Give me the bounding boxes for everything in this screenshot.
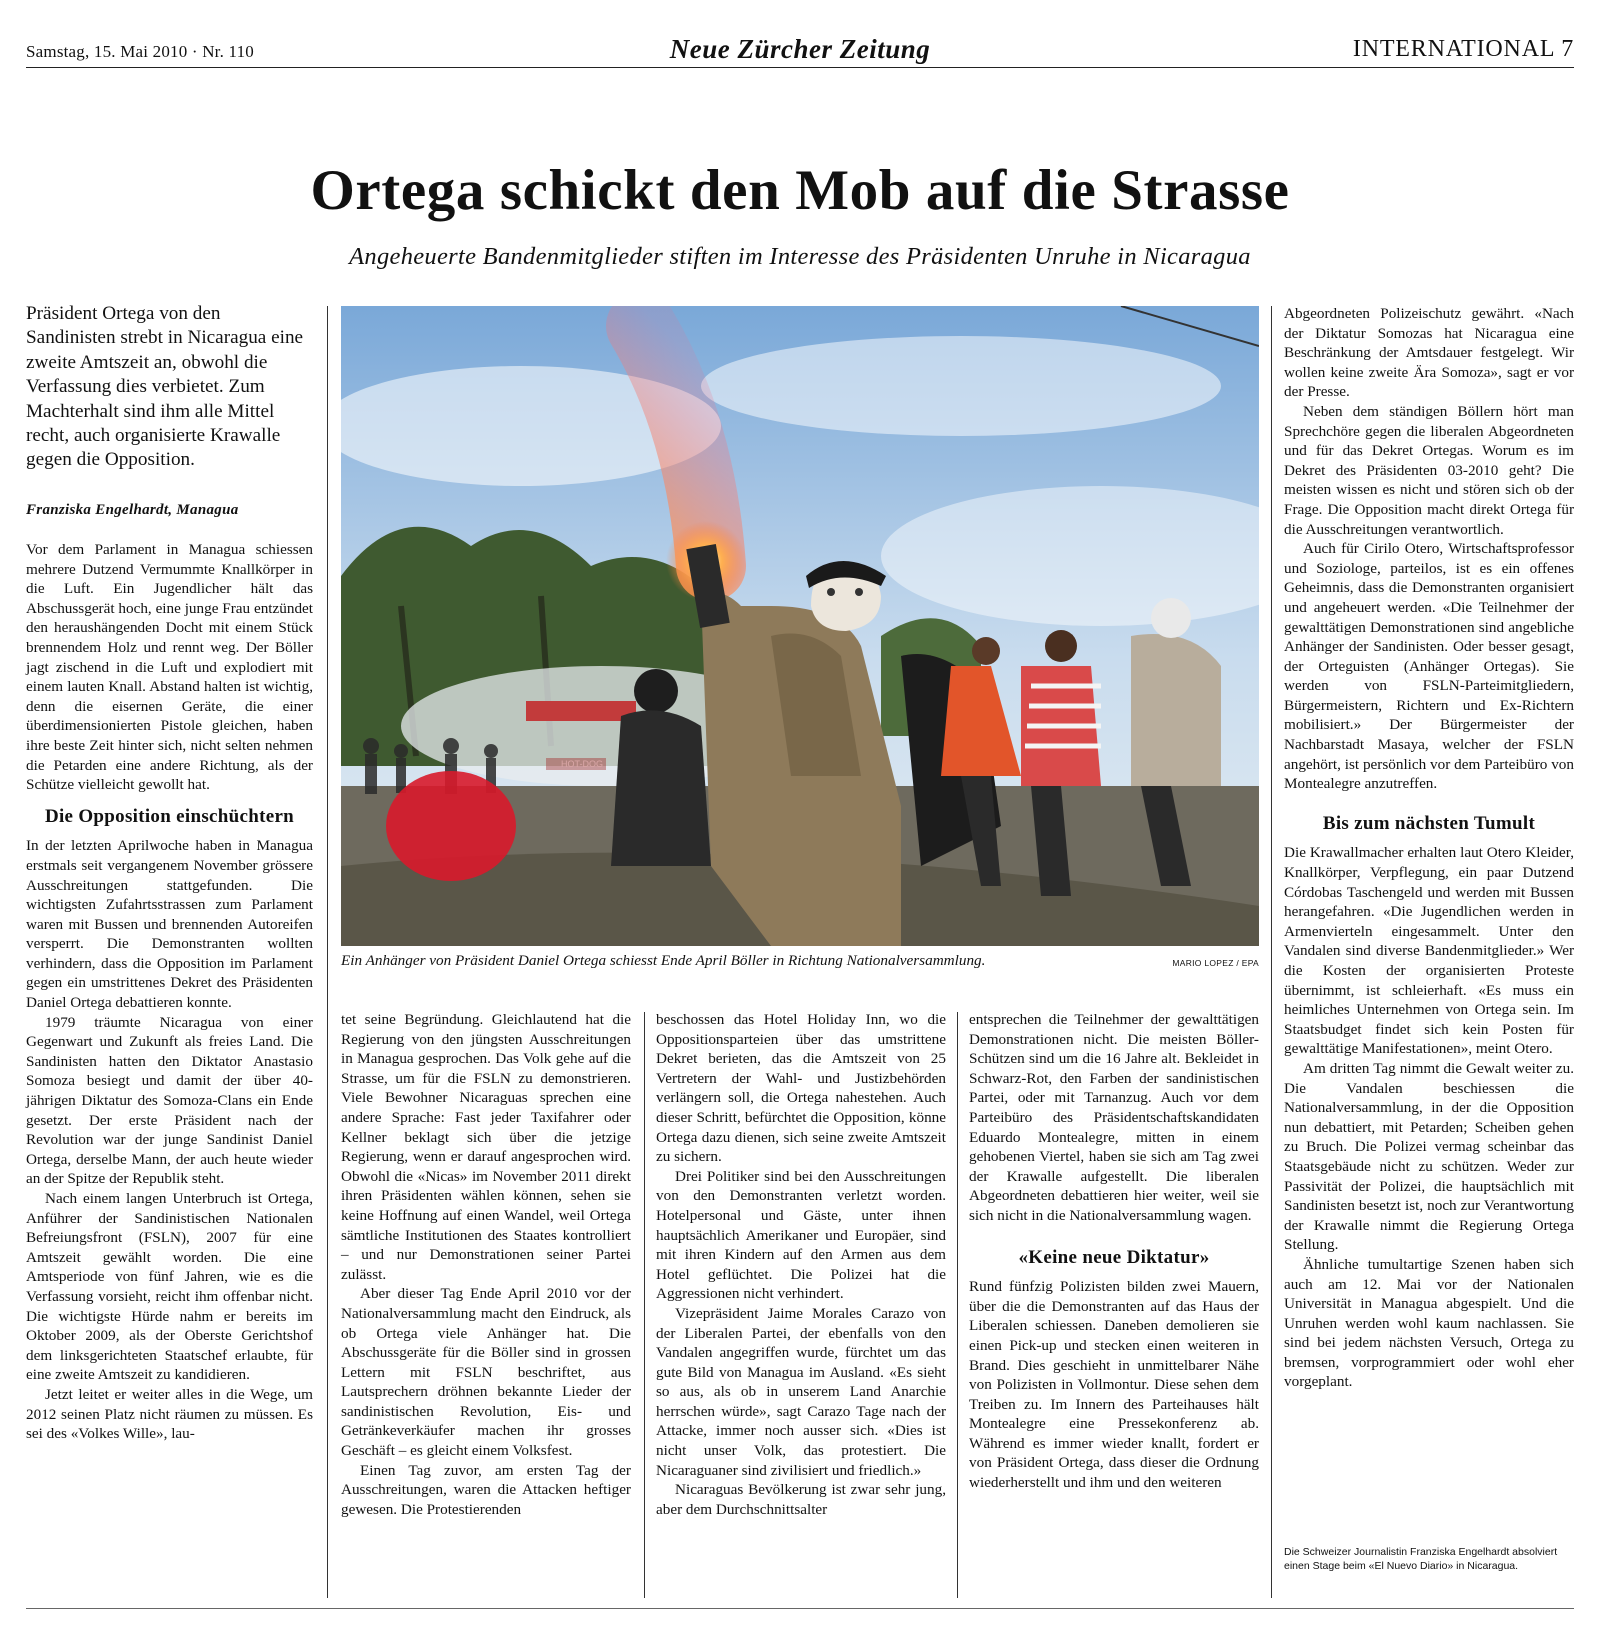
text-column-3: [656, 1010, 946, 1519]
paragraph: Abgeordneten Polizeischutz gewährt. «Nach der Diktatur Somozas hat Nicaragua eine Beschränkung der Amtsdauer festgelegt. Wir wollen keine zweite Ära Somoza», sagt er vor der Presse.: [1284, 305, 1574, 401]
paragraph: Rund fünfzig Polizisten bilden zwei Mauern, über die die Demonstranten auf das Haus der Liberalen schiessen. Daneben demolieren sie einen Pick-up und stecken einen weiteren in Brand. Dies geschieht in unmittelbarer Nähe von Polizisten in Vollmontur. Diese sehen dem Treiben zu. Im Innern des Parteihauses hält Montealegre eine Pressekonferenz ab. Während es immer wieder knallt, fordert er von Präsident Ortega, dass dieser die Ordnung wiederherstellt und ihm und den weiteren: [969, 1278, 1259, 1492]
masthead: [26, 30, 1574, 68]
photo-sign-text: HOT-DOG: [561, 759, 603, 769]
article-subtitle: Angeheuerte Bandenmitglieder stiften im Interesse des Präsidenten Unruhe in Nicaragua: [349, 243, 1251, 270]
paragraph: entsprechen die Teilnehmer der gewalttätigen Demonstrationen nicht. Die meisten Böller-Schützen sind um die 16 Jahre alt. Bekleidet in Schwarz-Rot, den Farben der sandinistischen Partei, oder mit Tarnanzug. Auch vor dem Parteibüro des Präsidentschaftskandidaten Eduardo Montealegre, mitten in einem gehobenen Viertel, haben sie sich am Tag zwei der Krawalle aufgestellt. Die liberalen Abgeordneten debattieren hier weiter, weil sie sich nicht in die Nationalversammlung wagen.: [969, 1011, 1259, 1224]
paragraph: Ähnliche tumultartige Szenen haben sich auch am 12. Mai vor der Nationalen Universität in Managua abgespielt. Und die Unruhen werden wohl kaum nachlassen. Sie sind bei jedem nächsten Versuch, Ortega zu bremsen, vorprogrammiert oder wohl eher vorgeplant.: [1284, 1255, 1574, 1391]
subheading: «Keine neue Diktatur»: [1018, 1246, 1210, 1268]
author-note: Die Schweizer Journalistin Franziska Engelhardt absolviert einen Stage beim «El Nuevo Diario» in Nicaragua.: [1284, 1546, 1558, 1572]
paragraph: Auch für Cirilo Otero, Wirtschaftsprofessor und Soziologe, parteilos, ist es ein offenes Geheimnis, dass die Demonstranten organisiert und angeheuert werden. «Die Teilnehmer der gewalttätigen Demonstrationen sind angebliche Anhänger der Sandinisten. Oder besser gesagt, der Orteguisten (Anhänger Ortegas). Sie werden von FSLN-Parteimitgliedern, Bürgermeistern, Richtern und Ex-Richtern mobilisiert.» Der Bürgermeister der Nachbarstadt Masaya, welcher der FSLN angehört, ist persönlich vor dem Parteibüro von Montealegre anzutreffen.: [1284, 540, 1574, 793]
photo-caption: Ein Anhänger von Präsident Daniel Ortega schiesst Ende April Böller in Richtung Nationalversammlung.: [341, 952, 986, 969]
column-rule: [957, 1012, 958, 1598]
paragraph: Am dritten Tag nimmt die Gewalt weiter zu. Die Vandalen beschiessen die Nationalversammlung, in der die Opposition nun debattiert, mit Petarden; Scheiben gehen zu Bruch. Die Polizei vermag scheinbar das Staatsgebäude nicht zu schützen. Weder zur Passivität der Polizei, die hauptsächlich mit Sandinisten besetzt ist, noch zur Verantwortung der Krawalle nimmt die Regierung Ortega Stellung.: [1284, 1059, 1574, 1254]
bottom-rule: [26, 1608, 1574, 1609]
paragraph: tet seine Begründung. Gleichlautend hat die Regierung von den jüngsten Ausschreitungen in Managua gesprochen. Das Volk gehe auf die Strasse, um für die FSLN zu demonstrieren. Viele Bewohner Nicaraguas sprechen eine andere Sprache: Fast jeder Taxifahrer oder Kellner beklagt sich über die jetzige Regierung, wenn er darauf angesprochen wird. Obwohl die «Nicas» im November 2011 direkt ihren Präsidenten wählen können, sehen sie keine Hoffnung auf einen Wandel, weil Ortega sämtliche Institutionen des Staates kontrolliert – und nur Demonstrationen seiner Partei zulässt.: [341, 1011, 631, 1283]
paragraph: beschossen das Hotel Holiday Inn, wo die Oppositionsparteien über das umstrittene Dekret berieten, das die Amtszeit von 25 Vertretern der Wahl- und Justizbehörden verlängern soll, die Ortega nahestehen. Auch dieser Schritt, befürchtet die Opposition, könne Ortega dazu dienen, sich seine zweite Amtszeit zu sichern.: [656, 1011, 946, 1166]
article-lead: Präsident Ortega von den Sandinisten strebt in Nicaragua eine zweite Amtszeit an, obwohl die Verfassung dies verbietet. Zum Machterhalt sind ihm alle Mittel recht, auch organisierte Krawalle gegen die Opposition.: [26, 303, 304, 471]
paragraph: In der letzten Aprilwoche haben in Managua erstmals seit vergangenem November grössere Ausschreitungen stattgefunden. Die wichtigsten Zufahrtsstrassen zum Parlament waren mit Bussen und brennenden Autoreifen versperrt. Die Demonstranten wollten verhindern, dass die Opposition im Parlament gegen ein umstrittenes Dekret des Präsidenten Daniel Ortega debattieren konnte.: [26, 837, 313, 1012]
paragraph: Nach einem langen Unterbruch ist Ortega, Anführer der Sandinistischen Nationalen Befreiungsfront (FSLN), 2007 für eine Amtszeit gewählt worden. Die eine Amtsperiode von fünf Jahren, wie es die Verfassung vorsieht, reicht ihm offenbar nicht. Die wichtigste Hürde nahm er bereits im Oktober 2009, als der Oberste Gerichtshof dem linksgerichteten Staatschef erlaubte, für eine zweite Amtszeit zu kandidieren.: [26, 1190, 313, 1384]
paragraph: Aber dieser Tag Ende April 2010 vor der Nationalversammlung macht den Eindruck, als ob Ortega viele Anhänger hat. Die Abschussgeräte für die Böller sind in grossen Lettern mit FSLN beschriftet, aus Lautsprechern dröhnen bekannte Lieder der sandinistischen Revolution, Eis- und Getränkeverkäufer machen ihr grosses Geschäft – es gleicht einem Volksfest.: [341, 1285, 631, 1460]
column-rule: [644, 1012, 645, 1598]
article-title: Ortega schickt den Mob auf die Strasse: [310, 159, 1290, 222]
text-column-4: [969, 1010, 1259, 1493]
column-rule: [1271, 306, 1272, 1598]
paragraph: Vizepräsident Jaime Morales Carazo von der Liberalen Partei, der ebenfalls von den Vandalen angegriffen wurde, fürchtet um das gute Bild von Managua im Ausland. «Es sieht so aus, als ob in unserem Land Anarchie herrschen würde», sagt Carazo Tage nach der Attacke, immer noch ausser sich. «Dies ist nicht unser Volk, das protestiert. Die Nicaraguaner sind zivilisiert und friedlich.»: [656, 1304, 946, 1479]
photo-illustration: [341, 306, 1259, 946]
paragraph: Vor dem Parlament in Managua schiessen mehrere Dutzend Vermummte Knallkörper in die Luft. Ein Jugendlicher hält das Abschussgerät hoch, eine junge Frau entzündet den heraushängenden Docht mit einem Stück brennendem Holz und rennt weg. Der Böller jagt zischend in die Luft und explodiert mit einem lauten Knall. Abstand halten ist wichtig, denn die eisernen Geräte, die einer überdimensionierten Pistole gleichen, haben ihre beste Zeit hinter sich, nicht selten nehmen die Petarden eine andere Richtung, als der Schütze vielleicht gewollt hat.: [26, 541, 313, 794]
paragraph: Jetzt leitet er weiter alles in die Wege, um 2012 seinen Platz nicht räumen zu müssen. Es sei des «Volkes Wille», lau-: [26, 1385, 313, 1443]
subheading: Bis zum nächsten Tumult: [1322, 812, 1536, 834]
paragraph: Die Krawallmacher erhalten laut Otero Kleider, Knallkörper, Verpflegung, ein paar Dutzend Córdobas Taschengeld und werden mit Bussen herangefahren. «Die Jugendlichen werden in Armenvierteln eingesammelt. Unter den Vandalen sind diverse Bandenmitglieder.» Wer die Kosten der organisierten Proteste übernimmt, ist schleierhaft. «Es muss ein heimliches Unternehmen von Ortega sein. Im Staatsbudget findet sich kein Posten für gewalttätige Manifestationen», meint Otero.: [1284, 844, 1574, 1058]
photo-protest-image: [341, 306, 1259, 946]
byline: Franziska Engelhardt, Managua: [26, 502, 239, 518]
paragraph: 1979 träumte Nicaragua von einer Gegenwart und Zukunft als freies Land. Die Sandinisten hatten den Diktator Anastasio Somoza besiegt und damit der über 40-jährigen Diktatur des Somoza-Clans ein Ende gesetzt. Der erste Präsident nach der Revolution war der junge Sandinist Daniel Ortega, derselbe Mann, der auch heute wieder an der Spitze der Republik steht.: [26, 1013, 313, 1188]
text-column-2: [341, 1010, 631, 1519]
paragraph: Neben dem ständigen Böllern hört man Sprechchöre gegen die liberalen Abgeordneten und für das Dekret Ortegas. Worum es im Dekret des Präsidenten 03-2010 geht? Die meisten wissen es nicht und stören sich ob der Frage. Die Opposition macht direkt Ortega für die Ausschreitungen verantwortlich.: [1284, 402, 1574, 538]
column-rule: [327, 306, 328, 1598]
issue-date: Samstag, 15. Mai 2010 · Nr. 110: [26, 42, 254, 61]
paragraph: Drei Politiker sind bei den Ausschreitungen von den Demonstranten verletzt worden. Hotelpersonal und Gäste, unter ihnen hauptsächlich Amerikaner und Europäer, sind mit ihren Kindern auf den Armen aus dem Hotel geflüchtet. Die Polizei hat die Aggressionen nicht verhindert.: [656, 1167, 946, 1303]
photo-credit: MARIO LOPEZ / EPA: [1172, 958, 1259, 968]
text-column-1: [26, 540, 313, 1444]
section-page-label: INTERNATIONAL 7: [1352, 36, 1574, 62]
subheading: Die Opposition einschüchtern: [44, 805, 295, 827]
text-column-5: [1284, 304, 1574, 1392]
paragraph: Nicaraguas Bevölkerung ist zwar sehr jung, aber dem Durchschnittsalter: [656, 1481, 946, 1518]
paragraph: Einen Tag zuvor, am ersten Tag der Ausschreitungen, waren die Attacken heftiger gewesen. Die Protestierenden: [341, 1461, 631, 1518]
newspaper-logo: Neue Zürcher Zeitung: [669, 34, 931, 64]
